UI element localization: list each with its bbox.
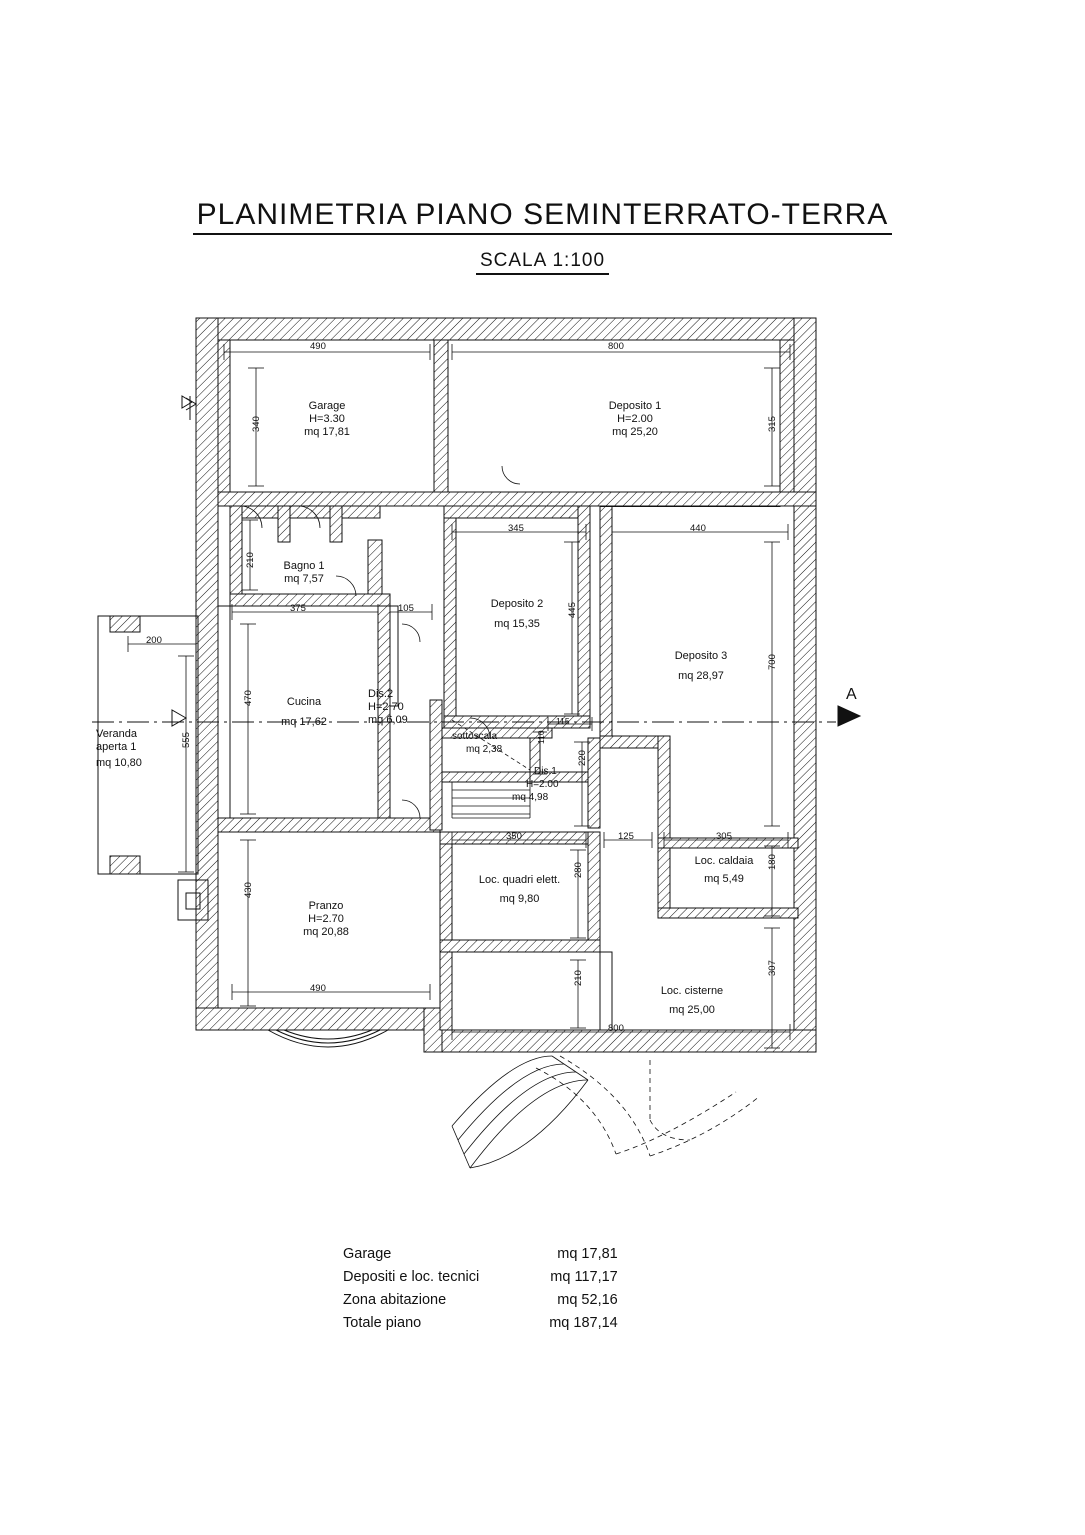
legend-label-2: Zona abitazione	[343, 1292, 447, 1308]
dim-top-left: 490	[310, 341, 326, 352]
dim-pranzo-left: 430	[243, 882, 254, 898]
room-label-veranda: Veranda aperta 1 mq 10,80	[96, 728, 142, 769]
room-label-quadri-elett: Loc. quadri elett. mq 9,80	[478, 874, 561, 905]
legend-label-3: Totale piano	[343, 1315, 422, 1331]
dim-bagno-left: 210	[245, 552, 256, 568]
dim-caldaia-height: 180	[767, 854, 778, 870]
dim-caldaia-width: 305	[716, 831, 732, 842]
dim-top-right: 800	[608, 341, 624, 352]
dim-cisterne-v: 210	[573, 970, 584, 986]
legend-label-0: Garage	[343, 1246, 392, 1262]
legend-value-2: mq 52,16	[557, 1292, 618, 1308]
room-label-deposito-3: Deposito 3 mq 28,97	[674, 650, 728, 682]
room-label-garage: Garage H=3.30 mq 17,81	[304, 400, 350, 438]
dim-deposito3-width: 440	[690, 523, 706, 534]
room-label-sottoscala: sottoscala mq 2,38	[452, 731, 503, 755]
room-label-pranzo: Pranzo H=2.70 mq 20,88	[303, 900, 349, 938]
dim-quadri-height: 280	[573, 862, 584, 878]
table-row	[343, 1312, 618, 1335]
room-label-dis1: Dis.1 H=2.00 mq 4,98	[512, 766, 559, 803]
dim-dis1-v: 220	[577, 750, 588, 766]
legend-value-0: mq 17,81	[557, 1246, 618, 1262]
dim-cucina-left: 470	[243, 690, 254, 706]
page-title: PLANIMETRIA PIANO SEMINTERRATO-TERRA	[0, 198, 1085, 232]
dim-bottom-right: 800	[608, 1023, 624, 1034]
area-summary-table	[343, 1243, 618, 1335]
dim-sottoscala-v: 110	[536, 730, 546, 744]
legend-label-1: Depositi e loc. tecnici	[343, 1269, 480, 1285]
dim-corridor-small: 105	[398, 603, 414, 614]
dim-bagno-width: 375	[290, 603, 306, 614]
dim-bottom-left: 490	[310, 983, 326, 994]
dim-veranda-left: 200	[146, 635, 162, 646]
room-label-deposito-1: Deposito 1 H=2.00 mq 25,20	[608, 400, 662, 438]
dim-veranda-height: 555	[181, 732, 192, 748]
legend-value-3: mq 187,14	[549, 1315, 618, 1331]
room-label-caldaia: Loc. caldaia mq 5,49	[694, 855, 754, 885]
dim-deposito2-height: 445	[567, 602, 578, 618]
dim-garage-height: 340	[251, 416, 262, 432]
dim-deposito1-right: 315	[767, 416, 778, 432]
room-label-cisterne: Loc. cisterne mq 25,00	[660, 985, 724, 1016]
table-row	[343, 1266, 618, 1289]
table-row	[343, 1289, 618, 1312]
table-row	[343, 1243, 618, 1266]
dim-deposito2-width: 345	[508, 523, 524, 534]
dim-dis1-w: 125	[618, 831, 634, 842]
dim-quadri-width: 350	[506, 831, 522, 842]
room-label-bagno-1: Bagno 1 mq 7,57	[283, 560, 325, 585]
dim-cisterne-right: 307	[767, 960, 778, 976]
room-label-deposito-2: Deposito 2 mq 15,35	[490, 598, 544, 630]
dim-dis1-small: 115	[556, 716, 570, 726]
dim-deposito3-right: 700	[767, 654, 778, 670]
room-label-cucina: Cucina mq 17,62	[281, 696, 327, 728]
page-subtitle: SCALA 1:100	[0, 250, 1085, 272]
legend-value-1: mq 117,17	[550, 1269, 618, 1285]
room-label-dis2: Dis.2 H=2.70 mq 6,09	[368, 688, 408, 726]
section-mark-a: A	[846, 686, 857, 703]
